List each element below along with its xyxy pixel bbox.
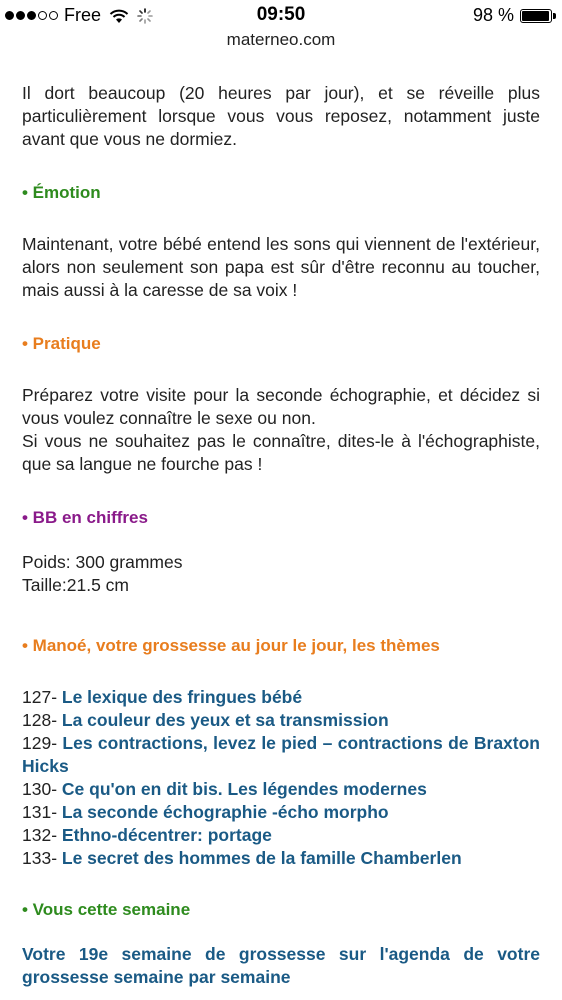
status-right [473,5,552,26]
theme-number: 131- [22,802,62,822]
theme-item [22,824,540,847]
theme-link[interactable]: Les contractions, levez le pied – contractions de Braxton Hicks [22,733,540,776]
sleep-paragraph: Il dort beaucoup (20 heures par jour), et se réveille plus particulièrement lorsque vous vous reposez, notamment juste avant que vous ne dormiez. [22,83,540,149]
theme-number: 132- [22,825,62,845]
theme-number: 127- [22,687,62,707]
theme-item [22,847,540,870]
theme-link[interactable]: Ethno-décentrer: portage [61,825,272,845]
battery-icon [520,9,552,23]
chiffres-heading: • BB en chiffres [22,508,148,527]
themes-heading: • Manoé, votre grossesse au jour le jour, les thèmes [22,636,440,655]
theme-item [22,686,540,709]
clock: 09:50 [256,4,306,25]
emotion-paragraph: Maintenant, votre bébé entend les sons qui viennent de l'extérieur, alors non seulement son papa est sûr d'être reconnu au toucher, mais aussi à la caresse de sa voix ! [22,234,540,300]
theme-link[interactable]: Le lexique des fringues bébé [61,687,303,707]
carrier-name: Free [64,5,102,25]
taille-text: Taille:21.5 cm [22,575,129,595]
theme-number: 128- [22,710,62,730]
theme-link[interactable]: Le secret des hommes de la famille Chamberlen [61,848,462,868]
theme-number: 130- [22,779,62,799]
themes-list [22,686,540,870]
theme-item [22,732,540,778]
pratique-paragraph-1: Préparez votre visite pour la seconde échographie, et décidez si vous voulez connaître le sexe ou non. [22,385,540,428]
theme-link[interactable]: La couleur des yeux et sa transmission [61,710,389,730]
emotion-heading: • Émotion [22,183,101,202]
pratique-heading: • Pratique [22,334,101,353]
status-bar [0,0,562,30]
theme-number: 129- [22,733,63,753]
theme-link[interactable]: La seconde échographie -écho morpho [61,802,389,822]
address-bar[interactable]: materneo.com [226,30,336,49]
poids-text: Poids: 300 grammes [22,552,183,572]
theme-item [22,801,540,824]
battery-percentage: 98 % [472,5,514,25]
theme-item [22,709,540,732]
article-content [22,82,540,989]
theme-link[interactable]: Ce qu'on en dit bis. Les légendes modernes [61,779,427,799]
theme-item [22,778,540,801]
vous-heading: • Vous cette semaine [22,900,191,919]
agenda-link[interactable]: Votre 19e semaine de grossesse sur l'agenda de votre grossesse semaine par semaine [22,944,540,987]
pratique-paragraph-2: Si vous ne souhaitez pas le connaître, dites-le à l'échographiste, que sa langue ne fourche pas ! [22,431,540,474]
theme-number: 133- [22,848,62,868]
